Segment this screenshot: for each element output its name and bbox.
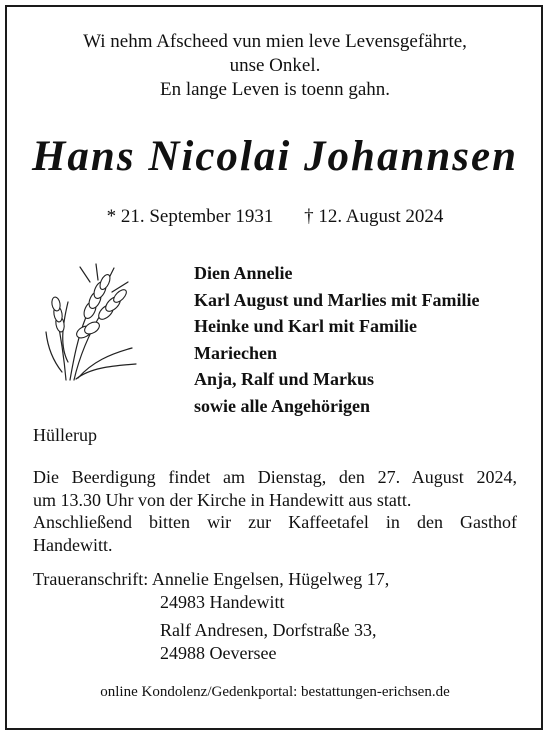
life-dates <box>0 206 550 228</box>
address-line: Ralf Andresen, Dorfstraße 33, <box>160 620 377 640</box>
address-label: Traueranschrift: <box>33 569 149 589</box>
address-line: Annelie Engelsen, Hügelweg 17, <box>151 569 390 589</box>
funeral-line: Handewitt. <box>33 534 113 555</box>
intro-line: En lange Leven is toenn gahn. <box>159 79 391 100</box>
mourner-name: Heinke und Karl mit Familie <box>194 316 417 337</box>
place-name: Hüllerup <box>33 425 97 445</box>
deceased-name: Hans Nicolai Johannsen <box>31 133 519 180</box>
mourner-name: sowie alle Angehörigen <box>194 395 370 416</box>
intro-text <box>0 30 550 102</box>
mourner-name: Anja, Ralf und Markus <box>194 369 375 390</box>
funeral-line: Die Beerdigung findet am Dienstag, den 27. August 2024, <box>33 467 517 487</box>
mourner-name: Dien Annelie <box>194 263 293 283</box>
funeral-line: um 13.30 Uhr von der Kirche in Handewitt aus statt. <box>33 489 412 510</box>
online-condolence-footer: online Kondolenz/Gedenkportal: bestattungen-erichsen.de <box>100 684 450 700</box>
condolence-address <box>33 568 389 665</box>
intro-line: unse Onkel. <box>229 55 321 76</box>
mourner-name: Karl August und Marlies mit Familie <box>194 289 480 310</box>
address-line: 24983 Handewitt <box>160 592 285 612</box>
wheat-icon <box>40 262 140 382</box>
address-line: 24988 Oeversee <box>160 643 277 663</box>
mourners-list <box>194 260 480 420</box>
birth-date: * 21. September 1931 <box>106 206 274 227</box>
intro-line: Wi nehm Afscheed vun mien leve Levensgefährte, <box>83 31 467 52</box>
funeral-line: Anschließend bitten wir zur Kaffeetafel in den Gasthof <box>33 512 517 532</box>
death-date: † 12. August 2024 <box>304 206 444 227</box>
mourner-name: Mariechen <box>194 342 277 363</box>
funeral-info <box>33 466 517 556</box>
